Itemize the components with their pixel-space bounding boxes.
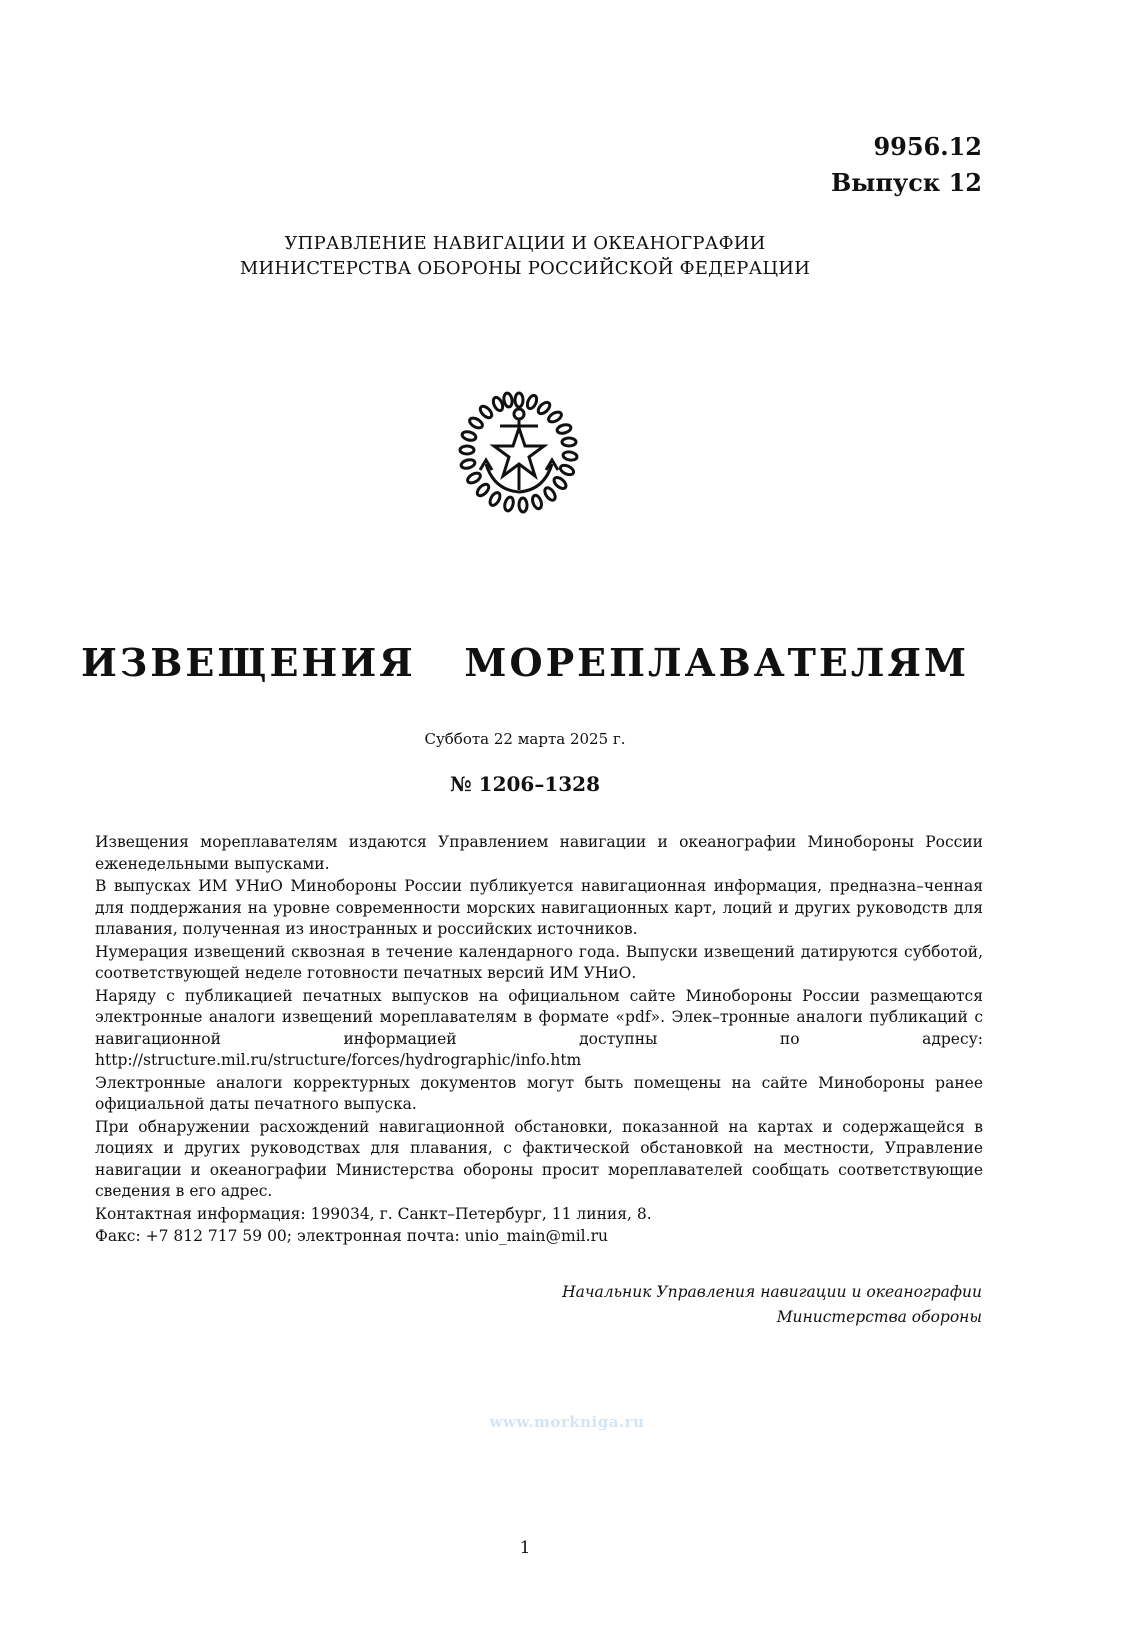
organization-line-1: УПРАВЛЕНИЕ НАВИГАЦИИ И ОКЕАНОГРАФИИ: [284, 233, 766, 254]
paragraph-content: В выпусках ИМ УНиО Минобороны России публикуется навигационная информация, предназна–ченная для поддержания на уровне современности морских навигационных карт, лоций и других руководств для плавания, полученная из иностранных и российских источников.: [95, 877, 983, 938]
paragraph-early-publication: Электронные аналоги корректурных документов могут быть помещены на сайте Минобороны ранее официальной даты печатного выпуска.: [95, 1073, 983, 1113]
issue-number: Выпуск 12: [831, 168, 982, 197]
signature-line-1: Начальник Управления навигации и океанографии: [562, 1283, 982, 1301]
issue-date: Суббота 22 марта 2025 г.: [424, 730, 626, 748]
signature-block: [562, 1280, 982, 1330]
document-number: 9956.12: [873, 132, 982, 161]
notice-number-range: № 1206–1328: [449, 772, 601, 796]
paragraph-contact-address: Контактная информация: 199034, г. Санкт–Петербург, 11 линия, 8.: [95, 1204, 652, 1223]
signature-line-2: Министерства обороны: [776, 1308, 982, 1326]
paragraph-electronic: Наряду с публикацией печатных выпусков на официальном сайте Минобороны России размещаются электронные аналоги извещений мореплавателям в формате «pdf». Элек–тронные аналоги публикаций с навигационной информацией доступны по адресу: http://structure.mil.ru/structure/forces/hydrographic/info.htm: [95, 986, 983, 1069]
paragraph-publication: Извещения мореплавателям издаются Управлением навигации и океанографии Минобороны России еженедельными выпусками.: [95, 833, 983, 873]
main-title: ИЗВЕЩЕНИЯ МОРЕПЛАВАТЕЛЯМ: [80, 640, 970, 685]
page-number: 1: [519, 1538, 531, 1558]
body-text: [95, 832, 983, 1249]
paragraph-contact-fax-email: Факс: +7 812 717 59 00; электронная почта: unio_main@mil.ru: [95, 1227, 608, 1245]
navy-emblem-icon: [456, 390, 582, 516]
watermark: www.morkniga.ru: [489, 1413, 645, 1431]
paragraph-numbering: Нумерация извещений сквозная в течение календарного года. Выпуски извещений датируются субботой, соответствующей неделе готовности печатных версий ИМ УНиО.: [95, 942, 983, 982]
organization-line-2: МИНИСТЕРСТВА ОБОРОНЫ РОССИЙСКОЙ ФЕДЕРАЦИИ: [239, 258, 811, 279]
paragraph-discrepancies: При обнаружении расхождений навигационной обстановки, показанной на картах и содержащейся в лоциях и других руководствах для плавания, с фактической обстановкой на местности, Управление навигации и океанографии Министерства обороны просит мореплавателей сообщать соответствующие сведения в его адрес.: [95, 1117, 983, 1200]
